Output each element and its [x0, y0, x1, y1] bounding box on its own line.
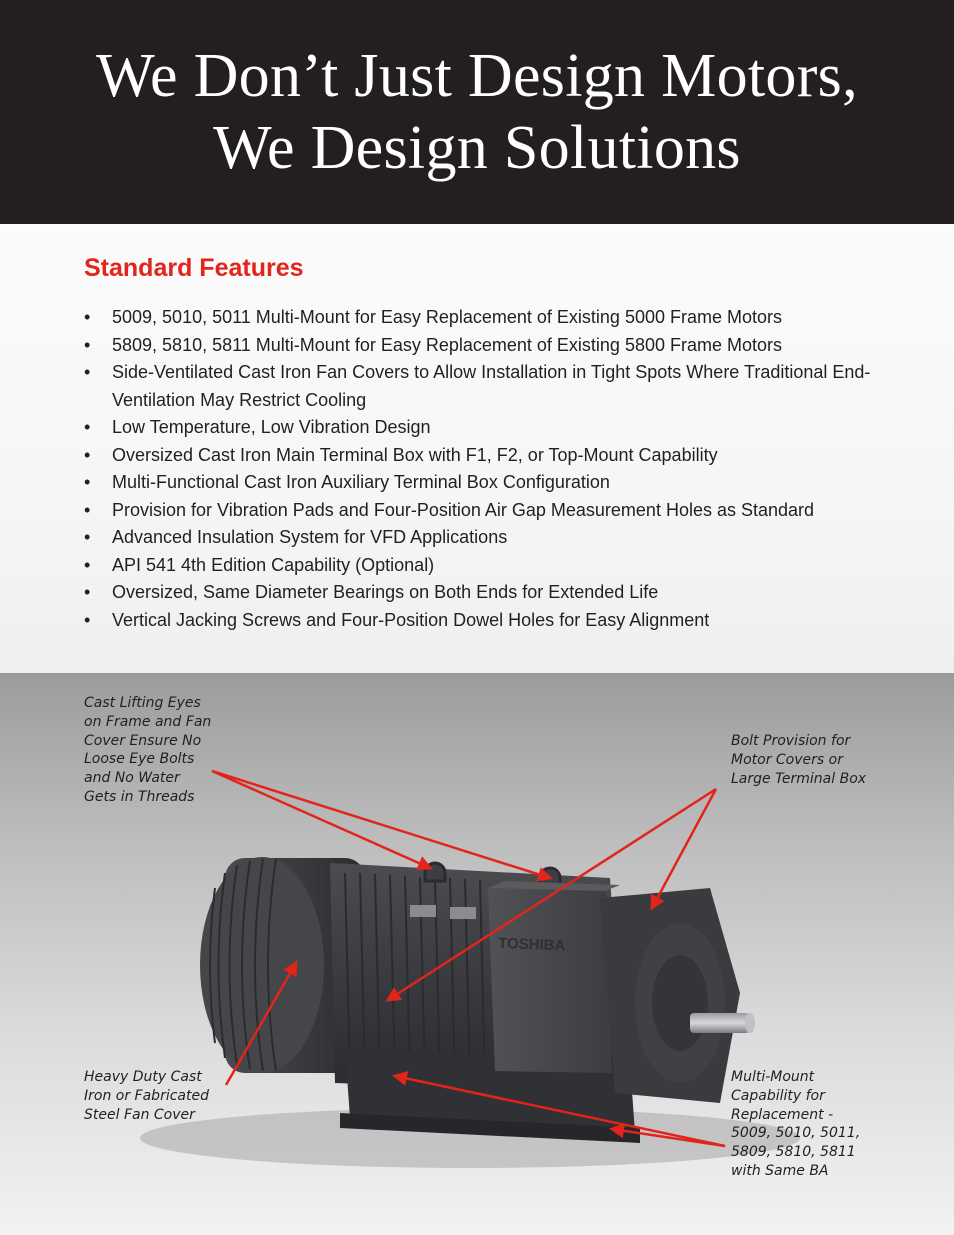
- callout-line: Large Terminal Box: [731, 770, 867, 787]
- callout-fan-cover: [84, 1068, 209, 1124]
- features-list: [84, 304, 884, 634]
- list-item-text: Oversized, Same Diameter Bearings on Both Ends for Extended Life: [112, 582, 659, 602]
- bullet-icon: •: [84, 444, 91, 465]
- list-item-text: API 541 4th Edition Capability (Optional): [112, 554, 435, 575]
- page-title-line-1: We Don’t Just Design Motors,: [96, 42, 858, 110]
- callout-line: and No Water: [84, 770, 180, 787]
- terminal-box: [488, 881, 620, 1073]
- standard-features-heading: Standard Features: [84, 254, 304, 282]
- list-item-text: Low Temperature, Low Vibration Design: [112, 417, 431, 437]
- nameplate: [450, 907, 476, 919]
- bullet-icon: •: [84, 499, 91, 520]
- list-item-text: 5809, 5810, 5811 Multi-Mount for Easy Replacement of Existing 5800 Frame Motors: [112, 334, 783, 355]
- motor-brand-text: TOSHIBA: [497, 935, 566, 955]
- callout-line: Bolt Provision for: [731, 733, 851, 749]
- list-item: [84, 469, 884, 497]
- callout-line: Heavy Duty Cast: [84, 1069, 202, 1085]
- list-item-text: Side-Ventilated Cast Iron Fan Covers to Allow Installation in Tight Spots Where Traditional End-Ventilation May Restrict Cooling: [112, 362, 871, 410]
- callout-line: 5809, 5810, 5811: [731, 1144, 856, 1161]
- list-item-text: 5009, 5010, 5011 Multi-Mount for Easy Replacement of Existing 5000 Frame Motors: [112, 307, 783, 327]
- title-banner: [0, 0, 954, 224]
- callout-line: Gets in Threads: [84, 788, 195, 805]
- list-item: [84, 579, 884, 607]
- callout-line: Motor Covers or: [731, 751, 843, 768]
- bullet-icon: •: [84, 334, 91, 355]
- standard-features-section: [0, 224, 954, 673]
- list-item-text: Vertical Jacking Screws and Four-Position Dowel Holes for Easy Alignment: [112, 609, 710, 630]
- bullet-icon: •: [84, 472, 91, 492]
- callout-bolt-provision: [731, 732, 866, 788]
- callout-line: Loose Eye Bolts: [84, 751, 195, 768]
- motor-shaft: [690, 1013, 750, 1033]
- list-item: [84, 497, 884, 525]
- list-item: [84, 304, 884, 332]
- bullet-icon: •: [84, 582, 91, 602]
- nameplate: [410, 905, 436, 917]
- motor-photo-section: [0, 673, 954, 1235]
- list-item-text: Provision for Vibration Pads and Four-Position Air Gap Measurement Holes as Standard: [112, 499, 815, 520]
- bullet-icon: •: [84, 609, 91, 630]
- callout-line: Cast Lifting Eyes: [84, 695, 201, 711]
- callout-line: Cover Ensure No: [84, 732, 202, 749]
- callout-lifting-eyes: [84, 694, 211, 807]
- bullet-icon: •: [84, 417, 91, 437]
- list-item: [84, 552, 884, 580]
- callout-line: Multi-Mount: [731, 1069, 815, 1085]
- callout-line: Steel Fan Cover: [84, 1106, 195, 1123]
- list-item: [84, 524, 884, 552]
- list-item-text: Multi-Functional Cast Iron Auxiliary Terminal Box Configuration: [112, 472, 610, 492]
- arrow-lifting-eye-1: [212, 771, 430, 868]
- callout-line: 5009, 5010, 5011,: [731, 1125, 861, 1142]
- bullet-icon: •: [84, 554, 91, 575]
- callout-line: Replacement -: [731, 1106, 834, 1123]
- bullet-icon: •: [84, 307, 91, 327]
- callout-multi-mount: [731, 1068, 860, 1181]
- callout-line: Iron or Fabricated: [84, 1087, 209, 1104]
- list-item-text: Oversized Cast Iron Main Terminal Box with F1, F2, or Top-Mount Capability: [112, 444, 718, 465]
- page-title-line-2: We Design Solutions: [213, 114, 741, 182]
- bullet-icon: •: [84, 527, 91, 547]
- callout-line: with Same BA: [731, 1162, 829, 1179]
- list-item-text: Advanced Insulation System for VFD Applications: [112, 527, 508, 547]
- lifting-eye: [425, 863, 445, 881]
- callout-line: on Frame and Fan: [84, 713, 212, 730]
- callout-line: Capability for: [731, 1087, 825, 1104]
- list-item: [84, 414, 884, 442]
- list-item: [84, 442, 884, 470]
- list-item: [84, 359, 884, 414]
- list-item: [84, 332, 884, 360]
- bullet-icon: •: [84, 362, 91, 382]
- list-item: [84, 607, 884, 635]
